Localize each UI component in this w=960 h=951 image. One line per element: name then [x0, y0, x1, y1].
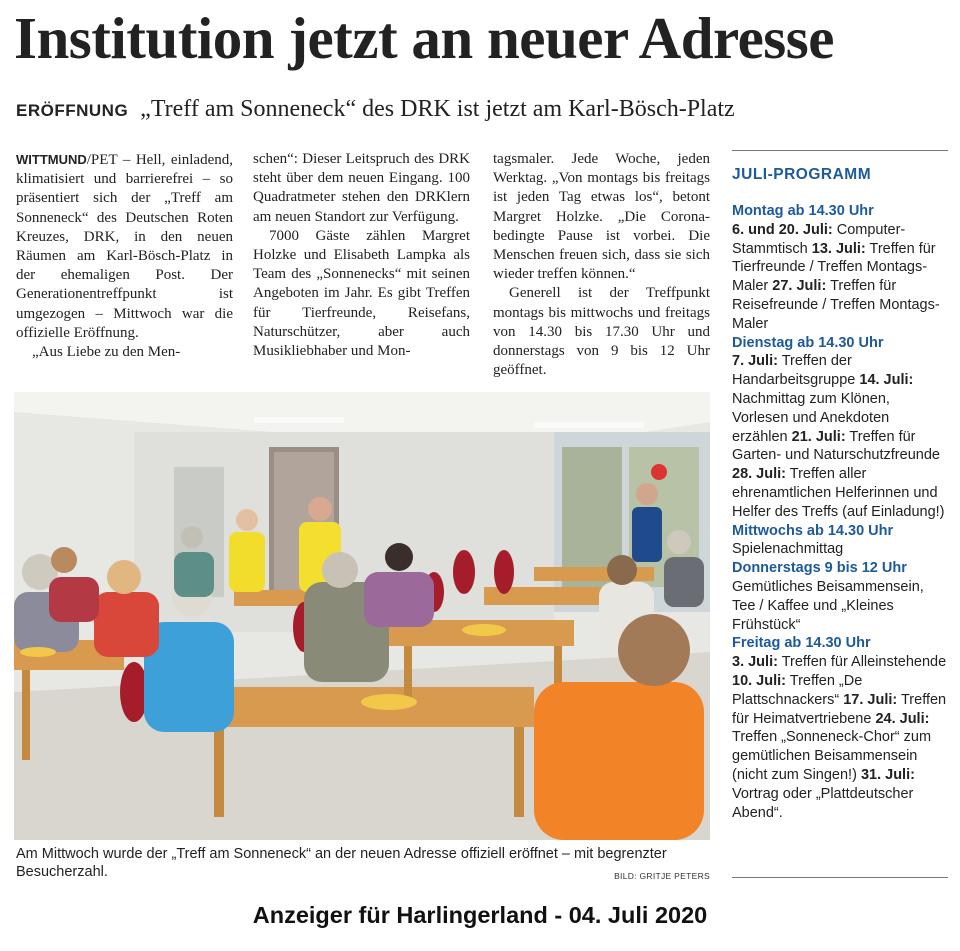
program-text: Treffen „De Plattschnackers“	[732, 672, 863, 708]
article-column-1	[16, 150, 233, 362]
article-column-2	[253, 150, 470, 361]
program-text: Vortrag oder „Plattdeutscher Abend“.	[732, 785, 914, 821]
program-date: 7. Juli:	[732, 353, 778, 370]
article-headline: Institution jetzt an neuer Adresse	[14, 5, 834, 71]
photo-credit: BILD: GRITJE PETERS	[614, 871, 710, 881]
program-day-heading: Montag ab 14.30 Uhr	[732, 203, 874, 219]
program-text: Computer-Stammtisch	[732, 221, 906, 257]
article-text: – Hell, einladend, klimatisiert und barrierefrei – so präsentiert sich der „Treff am Sonneneck“ des Deutschen Roten Kreuzes, DRK, in den neuen Räumen am Karl-Bösch-Platz in der ehemaligen Post. Der Generationentreffpunkt ist umgezogen – Mittwoch war die offizielle Eröffnung.	[16, 152, 233, 341]
program-text: Treffen für Heimatvertriebene	[732, 691, 947, 727]
program-entries	[732, 353, 945, 519]
photo-caption: Am Mittwoch wurde der „Treff am Sonneneck“ an der neuen Adresse offiziell eröffnet – mit begrenzter Besucherzahl.	[16, 846, 667, 880]
program-text: Treffen für Alleinstehende	[777, 654, 947, 671]
program-date: 31. Juli:	[860, 766, 915, 783]
program-text: Spielenachmittag	[732, 541, 844, 558]
sidebar-program-box	[732, 150, 948, 878]
program-day-heading: Freitag ab 14.30 Uhr	[732, 635, 871, 652]
program-text: Treffen für Reisefreunde / Treffen Montags-Maler	[732, 278, 940, 332]
program-text: Treffen für Garten- und Naturschutzfreunde	[732, 428, 940, 464]
program-text: Treffen „Sonneneck-Chor“ zum gemütlichen Beisammensein (nicht zum Singen!)	[732, 729, 932, 783]
article-paragraph	[16, 150, 233, 343]
program-text: Treffen für Tierfreunde / Treffen Montags-Maler	[732, 240, 936, 295]
program-date: 13. Juli:	[811, 240, 866, 257]
program-text: Treffen der Handarbeitsgruppe	[732, 353, 860, 389]
article-paragraph: tagsmaler. Jede Woche, jeden Werktag. „Von montags bis freitags ist jeden Tag etwas los“, betont Margret Holzke. „Die Corona-bedingte Pause ist vorbei. Die Menschen freuen sich, dass sie sich wieder treffen können.“	[493, 151, 710, 283]
article-author: /PET	[86, 152, 118, 168]
program-date: 28. Juli:	[732, 466, 786, 483]
program-group-monday	[732, 202, 948, 334]
sidebar-title: JULI-PROGRAMM	[732, 166, 872, 183]
program-text: Nachmittag zum Klönen, Vorlesen und Anekdoten erzählen	[732, 390, 890, 445]
program-date: 21. Juli:	[791, 428, 846, 445]
article-paragraph: „Aus Liebe zu den Men-	[32, 344, 181, 361]
article-subheadline-row	[16, 96, 735, 123]
program-entries	[732, 654, 946, 820]
article-kicker: ERÖFFNUNG	[16, 101, 129, 120]
program-group-tuesday	[732, 334, 948, 522]
article-paragraph: 7000 Gäste zählen Margret Holzke und Elisabeth Lampka als Team des „Sonnenecks“ mit seinen Angeboten im Jahr. Es gibt Treffen für Tierfreunde, Reisefans, Naturschützer, aber auch Musikliebhaber und Mon-	[253, 227, 470, 360]
program-text: Gemütliches Beisammensein, Tee / Kaffee und „Kleines Frühstück“	[732, 578, 924, 633]
program-day-heading: Donnerstags 9 bis 12 Uhr	[732, 560, 907, 577]
photo-illustration	[14, 392, 710, 840]
program-date: 3. Juli:	[732, 654, 778, 671]
program-text: Treffen aller ehrenamtlichen Helferinnen und Helfer des Treffs (auf Einladung!)	[732, 466, 945, 520]
program-date: 24. Juli:	[875, 710, 930, 727]
article-dateline: WITTMUND	[16, 152, 87, 167]
program-day-heading: Mittwochs ab 14.30 Uhr	[732, 522, 894, 539]
article-photo	[14, 392, 710, 840]
program-entries	[732, 222, 940, 332]
sidebar-body	[732, 202, 948, 822]
article-subheadline: „Treff am Sonneneck“ des DRK ist jetzt am Karl-Bösch-Platz	[140, 96, 735, 122]
article-column-3	[493, 150, 710, 380]
program-day-heading: Dienstag ab 14.30 Uhr	[732, 334, 884, 351]
program-date: 6. und 20. Juli:	[732, 221, 833, 238]
program-date: 14. Juli:	[859, 372, 914, 389]
program-date: 17. Juli:	[843, 691, 898, 708]
program-group-thursday	[732, 559, 948, 634]
program-date: 27. Juli:	[772, 278, 827, 295]
program-group-friday	[732, 634, 948, 822]
article-paragraph: Generell ist der Treffpunkt montags bis mittwochs und freitags von 14.30 bis 17.30 Uhr und donnerstags von 9 bis 12 Uhr geöffnet.	[493, 285, 710, 379]
program-date: 10. Juli:	[732, 672, 786, 689]
program-group-wednesday	[732, 522, 948, 560]
newspaper-source: Anzeiger für Harlingerland - 04. Juli 2020	[252, 902, 708, 928]
article-paragraph: schen“: Dieser Leitspruch des DRK steht über dem neuen Eingang. 100 Quadratmeter stehen den DRKlern am neuen Standort zur Verfügung.	[253, 151, 470, 225]
